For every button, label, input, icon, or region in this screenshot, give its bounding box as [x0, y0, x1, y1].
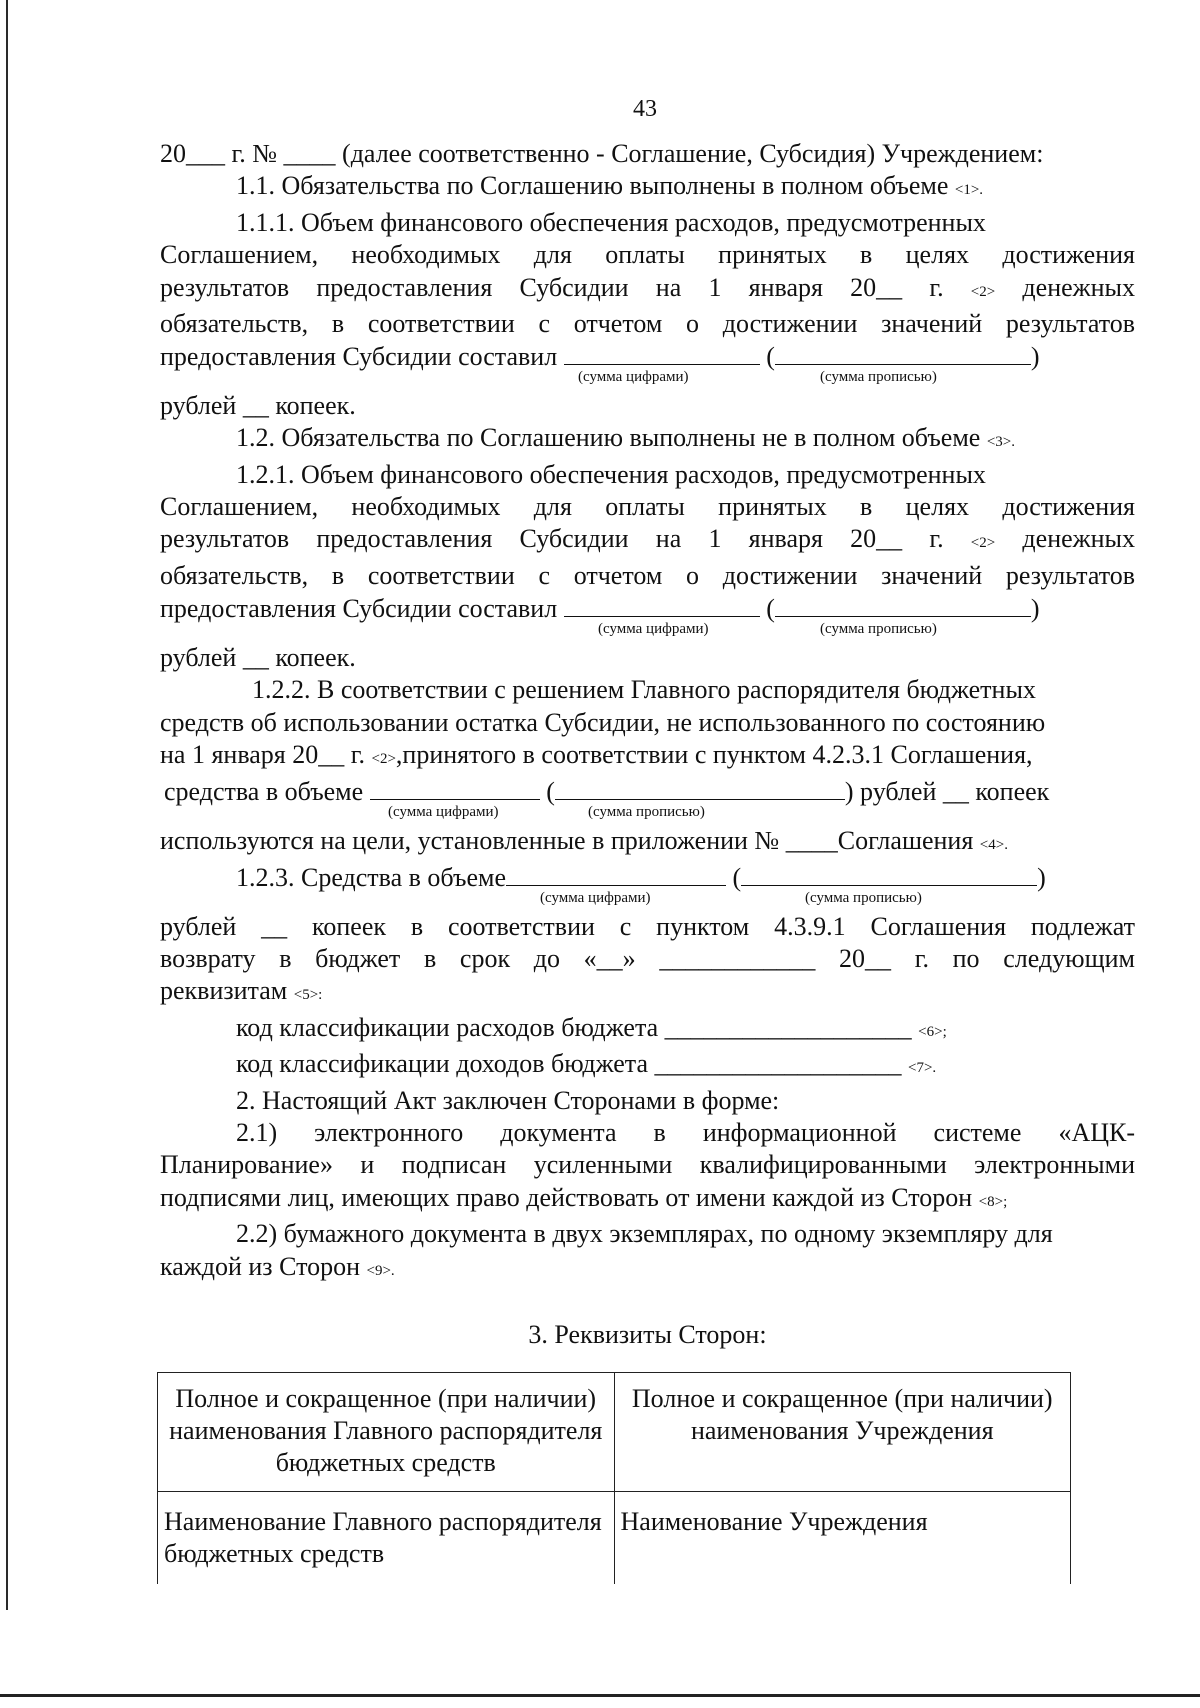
footnote-ref-6: <6>; — [918, 1023, 947, 1040]
table-header-row — [158, 1373, 1071, 1492]
clause-2: 2. Настоящий Акт заключен Сторонами в форме: — [236, 1085, 780, 1115]
clause-2-2-line-2-text: каждой из Сторон — [160, 1251, 361, 1281]
clause-1-1-1: 1.1.1. Объем финансового обеспечения расходов, предусмотренных — [236, 207, 986, 237]
clause-2-2-line-2 — [160, 1251, 1135, 1287]
amount-label-4: 1.2.3. Средства в объеме — [236, 863, 506, 893]
income-code-text: код классификации доходов бюджета ___________________ — [236, 1049, 902, 1079]
rubles-line-1: рублей __ копеек. — [160, 390, 356, 420]
clause-1-2-2: 1.2.2. В соответствии с решением Главного распорядителя бюджетных — [252, 675, 1036, 705]
sum-words-blank-4 — [741, 861, 1037, 886]
clause-1-2-1-line-3-text: результатов предоставления Субсидии на 1 января 20__ г. — [160, 524, 944, 554]
caption-sum-words-2: (сумма прописью) — [820, 620, 937, 637]
expense-code-line — [160, 1012, 1135, 1048]
section-3-heading: 3. Реквизиты Сторон: — [528, 1320, 767, 1349]
clause-1-2-1-line-2: Соглашением, необходимых для оплаты принятых в целях достижения — [160, 492, 1135, 522]
clause-2-1-line-2: Планирование» и подписан усиленными квалифицированными электронными — [160, 1150, 1135, 1180]
document-body — [160, 138, 1135, 1351]
caption-sum-digits-2: (сумма цифрами) — [598, 620, 709, 637]
clause-1-1-text: 1.1. Обязательства по Соглашению выполнены в полном объеме — [236, 171, 949, 201]
clause-1-2-1-line-3 — [160, 523, 1135, 559]
clause-1-2 — [160, 422, 1135, 458]
clause-2-1-line-3-text: подписями лиц, имеющих право действовать от имени каждой из Сторон — [160, 1182, 973, 1212]
amount-label-3: средства в объеме — [164, 777, 364, 807]
caption-row-4 — [160, 889, 1135, 911]
clause-1-2-2-line-3-end: ,принятого в соответствии с пунктом 4.2.3.1 Соглашения, — [395, 739, 1033, 769]
clause-2-1-line-3 — [160, 1182, 1135, 1218]
caption-sum-words-3: (сумма прописью) — [588, 803, 705, 820]
caption-sum-words-4: (сумма прописью) — [805, 889, 922, 906]
table-cell-left: Наименование Главного распорядителя бюджетных средств — [158, 1492, 615, 1585]
clause-1-2-3: 1.2.3. Средства в объеме ( ) — [236, 863, 1046, 893]
clause-1-2-3-line-3: возврату в бюджет в срок до «__» ____________ 20__ г. по следующим — [160, 943, 1135, 973]
clause-1-1-1-line-3 — [160, 272, 1135, 308]
clause-1-1-1-line-4: обязательств, в соответствии с отчетом о достижении значений результатов — [160, 309, 1135, 339]
sum-words-blank-1 — [775, 340, 1031, 365]
clause-1-1-1-line-3-text: результатов предоставления Субсидии на 1 января 20__ г. — [160, 272, 944, 302]
clause-2-2: 2.2) бумажного документа в двух экземплярах, по одному экземпляру для — [236, 1219, 1053, 1249]
clause-1-2-2-line-3 — [160, 739, 1135, 775]
expense-code-text: код классификации расходов бюджета ___________________ — [236, 1012, 912, 1042]
sum-words-blank-2 — [775, 592, 1031, 617]
clause-1-1-1-line-5: предоставления Субсидии составил ( ) — [160, 342, 1040, 372]
caption-sum-digits-1: (сумма цифрами) — [578, 368, 689, 385]
table-row — [158, 1492, 1071, 1585]
footnote-ref-3: <3>. — [986, 434, 1015, 451]
clause-1-2-2-line-2: средств об использовании остатка Субсидии, не использованного по состоянию — [160, 707, 1046, 737]
footnote-ref-2c: <2> — [371, 750, 396, 767]
clause-1-2-2-line-5-text: используются на цели, установленные в приложении № ____Соглашения — [160, 825, 974, 855]
caption-sum-words-1: (сумма прописью) — [820, 368, 937, 385]
parties-requisites-table — [157, 1372, 1071, 1584]
clause-1-2-1-line-5: предоставления Субсидии составил ( ) — [160, 594, 1040, 624]
sum-digits-blank-2 — [564, 592, 760, 617]
clause-1-2-1: 1.2.1. Объем финансового обеспечения расходов, предусмотренных — [236, 459, 986, 489]
clause-1-2-3-line-4-text: реквизитам — [160, 976, 288, 1006]
clause-1-2-1-line-4: обязательств, в соответствии с отчетом о достижении значений результатов — [160, 560, 1135, 590]
clause-1-2-2-line-4: средства в объеме ( ) рублей __ копеек — [164, 777, 1050, 807]
line-1: 20___ г. № ____ (далее соответственно - Соглашение, Субсидия) Учреждением: — [160, 139, 1044, 168]
clause-1-1 — [160, 170, 1135, 206]
caption-sum-digits-3: (сумма цифрами) — [388, 803, 499, 820]
page-edge-bottom — [0, 1694, 1200, 1697]
rubles-line-3: рублей __ копеек — [860, 777, 1050, 807]
footnote-ref-5: <5>: — [293, 987, 323, 1004]
caption-row-1 — [160, 368, 1135, 390]
table-header-left: Полное и сокращенное (при наличии) наименования Главного распорядителя бюджетных средств — [158, 1373, 615, 1492]
clause-1-2-3-line-2: рублей __ копеек в соответствии с пунктом 4.3.9.1 Соглашения подлежат — [160, 911, 1135, 941]
amount-label-2: предоставления Субсидии составил — [160, 594, 558, 624]
footnote-ref-2: <2> — [970, 283, 996, 300]
table-header-right: Полное и сокращенное (при наличии) наименования Учреждения — [614, 1373, 1071, 1492]
clause-1-2-1-line-3-end: денежных — [1022, 524, 1135, 554]
rubles-line-2: рублей __ копеек. — [160, 642, 356, 672]
clause-1-2-3-line-4 — [160, 975, 1135, 1011]
sum-words-blank-3 — [555, 775, 845, 800]
footnote-ref-2b: <2> — [970, 535, 996, 552]
caption-sum-digits-4: (сумма цифрами) — [540, 889, 651, 906]
sum-digits-blank-4 — [506, 861, 726, 886]
footnote-ref-9: <9>. — [366, 1262, 395, 1279]
footnote-ref-8: <8>; — [978, 1193, 1008, 1210]
footnote-ref-4: <4>. — [979, 836, 1008, 853]
footnote-ref-7: <7>. — [908, 1060, 937, 1077]
sum-digits-blank-3 — [370, 775, 540, 800]
page-edge-left — [6, 0, 8, 1610]
footnote-ref-1: <1>. — [954, 182, 984, 199]
table-cell-right: Наименование Учреждения — [614, 1492, 1071, 1585]
clause-1-2-2-line-5 — [160, 825, 1135, 861]
caption-row-3 — [160, 803, 1135, 825]
clause-2-1: 2.1) электронного документа в информационной системе «АЦК- — [236, 1117, 1135, 1147]
clause-1-2-text: 1.2. Обязательства по Соглашению выполнены не в полном объеме — [236, 423, 981, 453]
caption-row-2 — [160, 620, 1135, 642]
income-code-line — [160, 1048, 1135, 1084]
amount-label-1: предоставления Субсидии составил — [160, 342, 558, 372]
clause-1-1-1-line-2: Соглашением, необходимых для оплаты принятых в целях достижения — [160, 240, 1135, 270]
sum-digits-blank-1 — [564, 340, 760, 365]
clause-1-2-2-line-3-text: на 1 января 20__ г. — [160, 739, 365, 769]
page-number: 43 — [633, 96, 657, 122]
clause-1-1-1-line-3-end: денежных — [1022, 272, 1135, 302]
